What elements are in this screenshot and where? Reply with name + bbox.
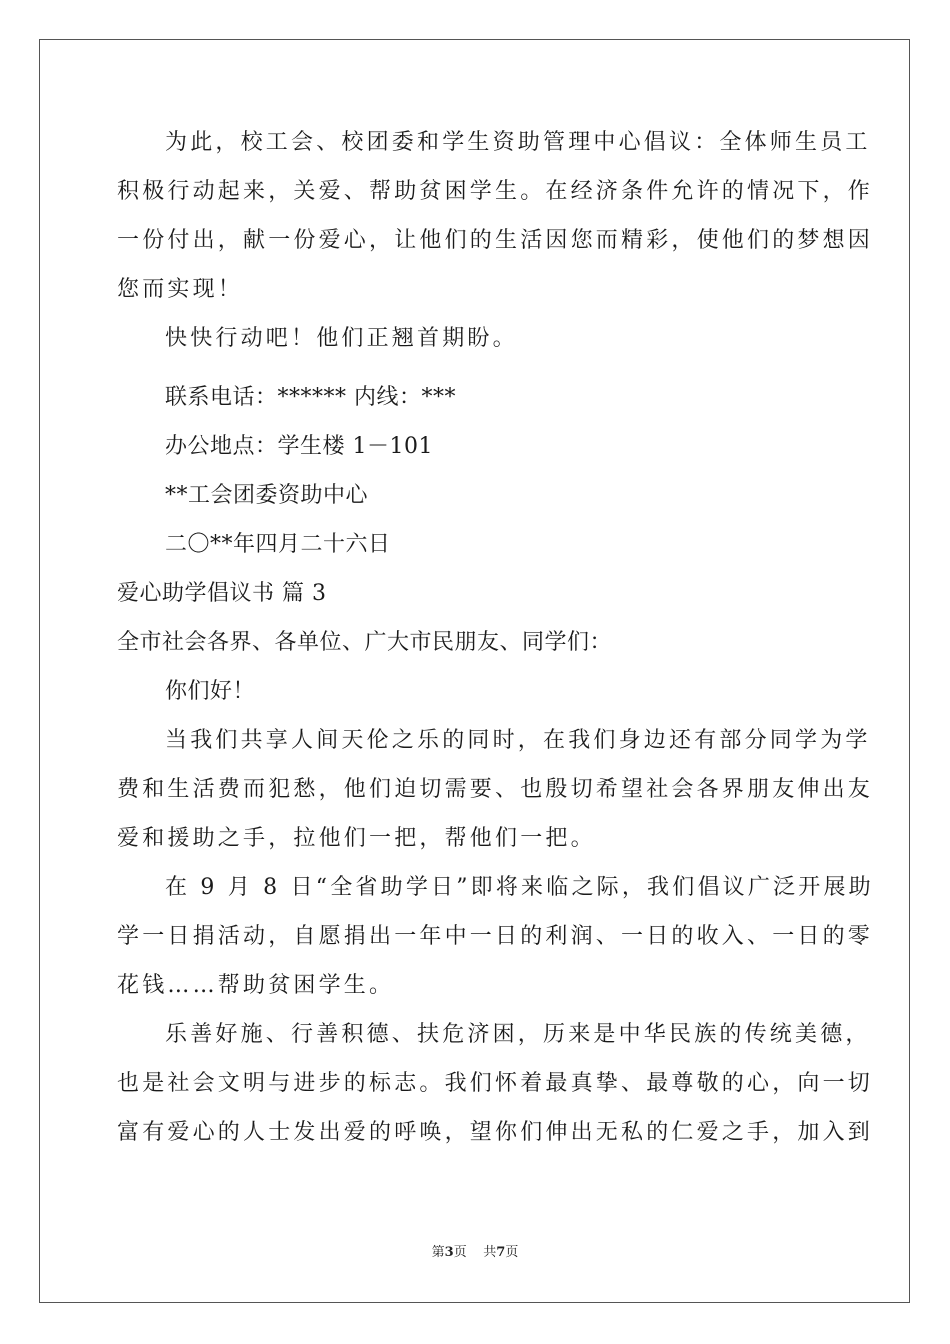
signature-org: **工会团委资助中心 <box>165 483 369 508</box>
paragraph-line: 富有爱心的人士发出爱的呼唤，望你们伸出无私的仁爱之手，加入到 <box>117 1120 874 1145</box>
salutation: 全市社会各界、各单位、广大市民朋友、同学们： <box>117 630 613 655</box>
paragraph-line: 当我们共享人间天伦之乐的同时，在我们身边还有部分同学为学 <box>165 728 871 753</box>
contact-phone: 联系电话：****** 内线：*** <box>165 385 456 410</box>
paragraph-line: 也是社会文明与进步的标志。我们怀着最真挚、最尊敬的心，向一切 <box>117 1071 874 1096</box>
paragraph-line: 为此，校工会、校团委和学生资助管理中心倡议：全体师生员工 <box>165 130 871 155</box>
paragraph-line: 费和生活费而犯愁，他们迫切需要、也殷切希望社会各界朋友伸出友 <box>117 777 874 802</box>
paragraph-line: 在 9 月 8 日“全省助学日”即将来临之际，我们倡议广泛开展助 <box>165 875 874 900</box>
paragraph-line: 一份付出，献一份爱心，让他们的生活因您而精彩，使他们的梦想因 <box>117 228 874 253</box>
office-location: 办公地点：学生楼 1－101 <box>165 434 433 459</box>
section-heading: 爱心助学倡议书 篇 3 <box>117 581 327 606</box>
paragraph-line: 积极行动起来，关爱、帮助贫困学生。在经济条件允许的情况下，作 <box>117 179 874 204</box>
page-footer <box>0 1244 950 1262</box>
page-number: 第3页 <box>431 1245 467 1260</box>
signature-date: 二〇**年四月二十六日 <box>165 532 391 557</box>
paragraph-line: 学一日捐活动，自愿捐出一年中一日的利润、一日的收入、一日的零 <box>117 924 874 949</box>
paragraph-line: 您而实现！ <box>117 277 244 302</box>
page-total: 共7页 <box>483 1245 519 1260</box>
paragraph-line: 花钱……帮助贫困学生。 <box>117 973 395 998</box>
greeting: 你们好！ <box>165 679 256 704</box>
paragraph-line: 爱和援助之手，拉他们一把，帮他们一把。 <box>117 826 596 851</box>
paragraph-line: 快快行动吧！他们正翘首期盼。 <box>165 326 518 351</box>
paragraph-line: 乐善好施、行善积德、扶危济困，历来是中华民族的传统美德， <box>165 1022 871 1047</box>
